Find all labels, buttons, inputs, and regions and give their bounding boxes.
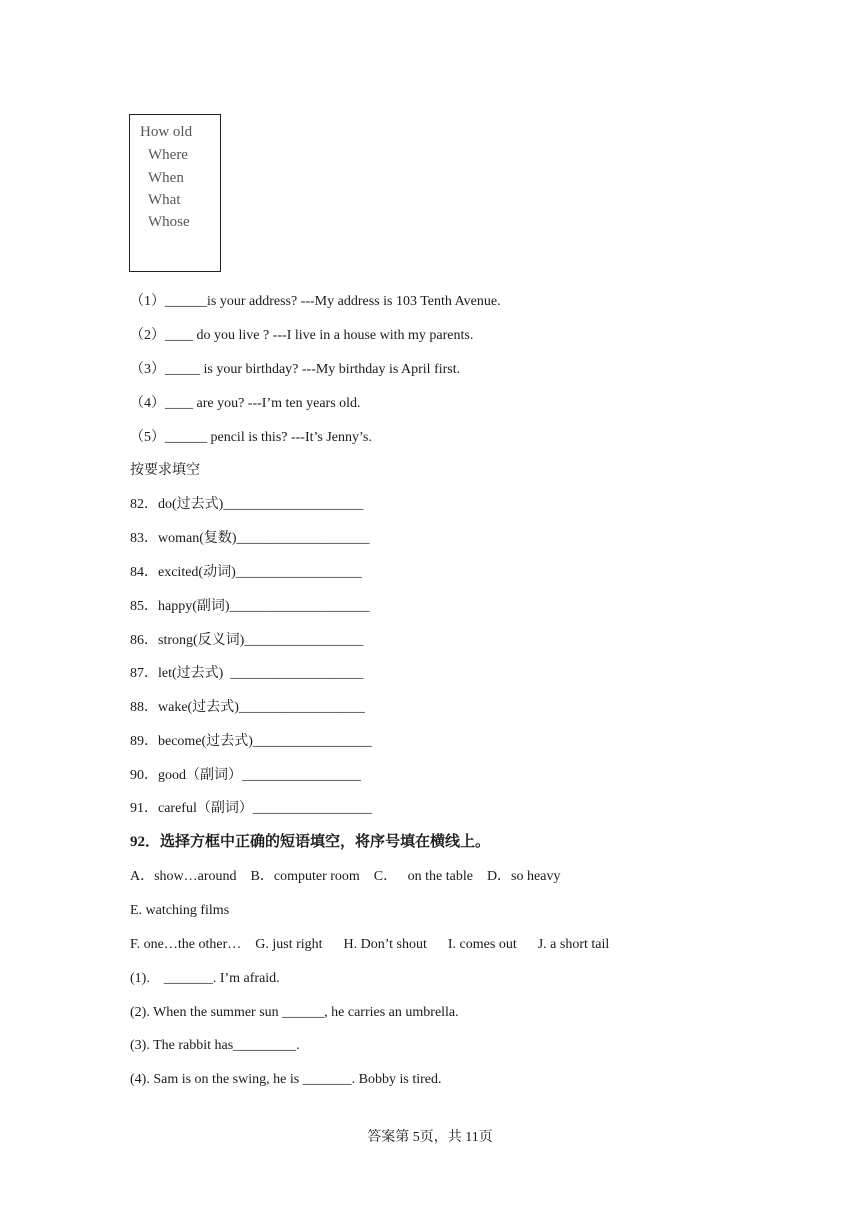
fill-item: 89．become(过去式)_________________ xyxy=(130,734,372,749)
word-box-word: What xyxy=(148,192,181,208)
question-92-title: 92．选择方框中正确的短语填空，将序号填在横线上。 xyxy=(130,834,491,850)
options-line: E. watching films xyxy=(130,903,230,918)
fill-item: 90．good（副词）_________________ xyxy=(130,768,361,783)
fill-item: 91．careful（副词）_________________ xyxy=(130,801,372,816)
section-heading: 按要求填空 xyxy=(130,463,200,478)
word-box-word: Where xyxy=(148,147,188,163)
options-line: A．show…around B．computer room C． on the table D．so heavy xyxy=(130,869,561,884)
fill-item: 82．do(过去式)____________________ xyxy=(130,497,364,512)
question-line: （4）____ are you? ---I’m ten years old. xyxy=(130,396,361,411)
question-line: （3）_____ is your birthday? ---My birthday is April first. xyxy=(130,362,461,377)
word-box-word: Whose xyxy=(148,214,190,230)
options-line: F. one…the other… G. just right H. Don’t shout I. comes out J. a short tail xyxy=(130,937,610,952)
word-box-word: When xyxy=(148,170,184,186)
fill-item: 83．woman(复数)___________________ xyxy=(130,531,370,546)
fill-item: 85．happy(副词)____________________ xyxy=(130,599,370,614)
q92-item: (2). When the summer sun ______, he carries an umbrella. xyxy=(130,1005,459,1020)
q92-item: (3). The rabbit has_________. xyxy=(130,1038,300,1053)
question-line: （1）______is your address? ---My address is 103 Tenth Avenue. xyxy=(130,294,501,309)
question-line: （2）____ do you live ? ---I live in a house with my parents. xyxy=(130,328,474,343)
question-line: （5）______ pencil is this? ---It’s Jenny’s. xyxy=(130,430,372,445)
fill-item: 87．let(过去式) ___________________ xyxy=(130,666,364,681)
page-footer: 答案第 5页，共 11页 xyxy=(367,1130,493,1145)
word-box-word: How old xyxy=(140,124,193,140)
fill-item: 88．wake(过去式)__________________ xyxy=(130,700,365,715)
fill-item: 84．excited(动词)__________________ xyxy=(130,565,362,580)
q92-item: (4). Sam is on the swing, he is _______. Bobby is tired. xyxy=(130,1072,442,1087)
word-box xyxy=(129,114,221,272)
q92-item: (1). _______. I’m afraid. xyxy=(130,971,280,986)
fill-item: 86．strong(反义词)_________________ xyxy=(130,633,364,648)
